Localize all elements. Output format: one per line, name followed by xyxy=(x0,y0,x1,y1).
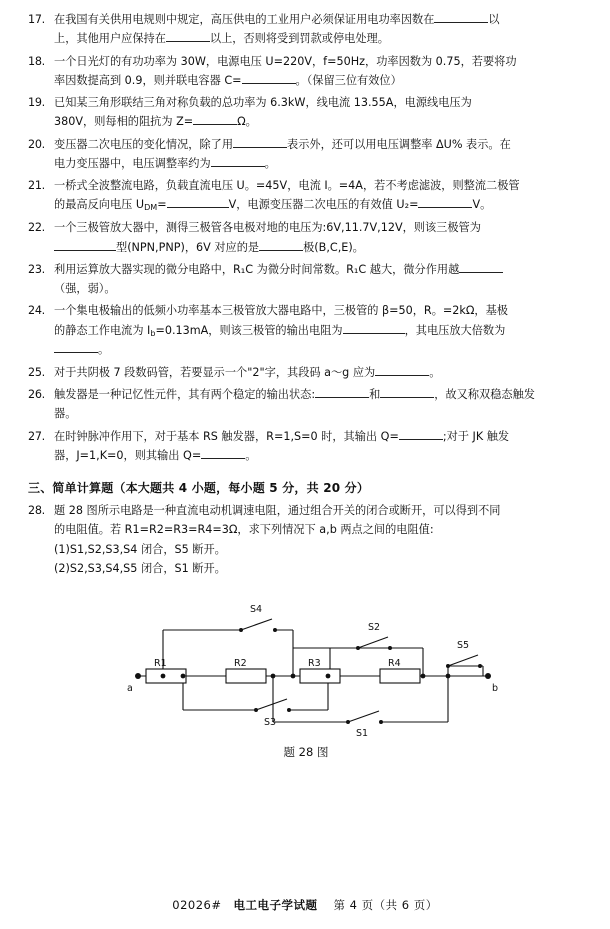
answer-blank[interactable] xyxy=(233,147,287,148)
question-text: 。 xyxy=(429,365,441,379)
figure-label-r1: R1 xyxy=(154,658,167,670)
question-number: 24. xyxy=(28,304,45,318)
question-text: 型(NPN,PNP)，6V 对应的是 xyxy=(116,240,260,254)
question-text-line2: 的电阻值。若 R1=R2=R3=R4=3Ω，求下列情况下 a,b 两点之间的电阻值: xyxy=(54,523,434,537)
answer-blank[interactable] xyxy=(54,352,98,353)
answer-blank[interactable] xyxy=(166,41,210,42)
answer-blank[interactable] xyxy=(380,397,434,398)
subscript: b xyxy=(150,328,156,338)
question-item-23 xyxy=(28,260,584,299)
question-number: 28. xyxy=(28,504,45,518)
question-text: 。 xyxy=(245,448,257,462)
figure-label-s1: S1 xyxy=(356,728,369,739)
question-text: 在我国有关供用电规则中规定，高压供电的工业用户必须保证用电功率因数在 xyxy=(54,13,435,26)
question-subitem-2: (2)S2,S3,S4,S5 闭合，S1 断开。 xyxy=(54,561,226,575)
answer-blank[interactable] xyxy=(201,458,245,459)
question-number: 19. xyxy=(28,96,45,110)
question-item-25 xyxy=(28,363,584,382)
question-text: 的最高反向电压 U xyxy=(54,198,145,212)
question-text: 器，J=1,K=0，则其输出 Q= xyxy=(54,448,202,462)
answer-blank[interactable] xyxy=(375,375,429,376)
page-footer xyxy=(0,897,610,913)
exam-code: 02026# xyxy=(172,898,222,912)
question-number: 20. xyxy=(28,137,45,151)
page-content xyxy=(28,10,584,760)
question-text: 利用运算放大器实现的微分电路中，R₁C 为微分时间常数。R₁C 越大，微分作用越 xyxy=(54,262,460,276)
question-item-21 xyxy=(28,176,584,215)
question-body xyxy=(54,427,584,466)
question-text: 变压器二次电压的变化情况，除了用 xyxy=(54,137,234,151)
question-body xyxy=(54,93,584,132)
subscript: DM xyxy=(144,203,158,213)
question-number: 27. xyxy=(28,429,45,443)
figure-label-r4: R4 xyxy=(388,658,401,670)
figure-label-s4: S4 xyxy=(250,604,263,616)
question-number: 23. xyxy=(28,262,45,276)
answer-blank[interactable] xyxy=(54,250,116,251)
question-body xyxy=(54,10,584,49)
question-number: 18. xyxy=(28,54,45,68)
figure-node-a: a xyxy=(127,683,133,695)
section-heading: 三、简单计算题（本大题共 4 小题，每小题 5 分，共 20 分） xyxy=(28,481,370,496)
question-text: 和 xyxy=(369,388,381,401)
circuit-figure xyxy=(28,588,584,760)
question-text: V，电源变压器二次电压的有效值 U₂= xyxy=(228,198,419,212)
figure-label-r3: R3 xyxy=(308,658,321,670)
question-text: ，其电压放大倍数为 xyxy=(404,323,506,337)
question-body xyxy=(54,501,584,578)
answer-blank[interactable] xyxy=(315,397,369,398)
question-item-18 xyxy=(28,52,584,91)
question-item-28 xyxy=(28,501,584,578)
question-text: 电力变压器中，电压调整率约为 xyxy=(54,156,211,170)
question-text: 率因数提高到 0.9，则并联电容器 C= xyxy=(54,73,242,87)
answer-blank[interactable] xyxy=(211,166,265,167)
figure-node-b: b xyxy=(492,683,499,695)
question-number: 21. xyxy=(28,179,45,193)
page-number: 第 4 页（共 6 页） xyxy=(333,898,438,912)
question-text: 380V，则每相的阻抗为 Z= xyxy=(54,115,194,129)
question-text: ;对于 JK 触发 xyxy=(442,429,510,443)
question-item-26 xyxy=(28,385,584,424)
question-item-24 xyxy=(28,301,584,359)
circuit-diagram-svg xyxy=(28,588,584,738)
question-text: 上，其他用户应保持在 xyxy=(54,32,166,46)
exam-title: 电工电子学试题 xyxy=(233,898,318,912)
question-text: ，故又称双稳态触发 xyxy=(434,388,535,401)
question-text: 已知某三角形联结三角对称负载的总功率为 6.3kW，线电流 13.55A，电源线电压为 xyxy=(54,96,472,110)
answer-blank[interactable] xyxy=(193,124,237,125)
question-number: 25. xyxy=(28,365,45,379)
question-text: =0.13mA，则该三极管的输出电阻为 xyxy=(155,323,343,337)
question-item-20 xyxy=(28,135,584,174)
question-text: Ω。 xyxy=(237,115,257,129)
question-text: 极(B,C,E)。 xyxy=(303,240,364,254)
question-body xyxy=(54,52,584,91)
question-text: V。 xyxy=(472,198,492,212)
answer-blank[interactable] xyxy=(242,83,296,84)
question-text: 。 xyxy=(264,156,276,170)
question-text: 。（保留三位有效位） xyxy=(295,73,402,87)
question-text: 的静态工作电流为 I xyxy=(54,323,151,337)
question-body xyxy=(54,135,584,174)
figure-caption: 题 28 图 xyxy=(283,745,329,760)
question-number: 22. xyxy=(28,221,45,235)
question-text: 一个集电极输出的低频小功率基本三极管放大器电路中，三极管的 β=50，R。=2kΩ，基极 xyxy=(54,304,508,318)
answer-blank[interactable] xyxy=(434,22,488,23)
question-item-27 xyxy=(28,427,584,466)
question-body xyxy=(54,301,584,359)
answer-blank[interactable] xyxy=(259,250,303,251)
question-body xyxy=(54,260,584,299)
figure-label-s2: S2 xyxy=(368,622,381,634)
question-text: 以上，否则将受到罚款或停电处理。 xyxy=(209,32,389,46)
question-text: 以 xyxy=(488,13,500,26)
question-body xyxy=(54,363,584,382)
question-body xyxy=(54,176,584,215)
question-text: 一个三极管放大器中，测得三极管各电极对地的电压为:6V,11.7V,12V，则该三极管为 xyxy=(54,221,481,235)
question-text: 一个日光灯的有功功率为 30W，电源电压 U=220V，f=50Hz，功率因数为 0.75，若要将功 xyxy=(54,54,517,68)
question-text: 在时钟脉冲作用下，对于基本 RS 触发器，R=1,S=0 时，其输出 Q= xyxy=(54,429,399,443)
answer-blank[interactable] xyxy=(459,272,503,273)
question-text: 一桥式全波整流电路，负载直流电压 U。=45V，电流 I。=4A，若不考虑滤波，则整流二极管 xyxy=(54,179,520,193)
question-number: 26. xyxy=(28,388,45,401)
question-item-19 xyxy=(28,93,584,132)
figure-label-s5: S5 xyxy=(457,640,470,652)
answer-blank[interactable] xyxy=(343,333,405,334)
question-body xyxy=(54,385,584,424)
figure-label-r2: R2 xyxy=(234,658,247,670)
question-text: 器。 xyxy=(54,407,77,421)
figure-label-s3: S3 xyxy=(264,717,277,729)
question-text: 。 xyxy=(98,343,110,357)
question-text: （强，弱）。 xyxy=(54,282,116,296)
question-text: 触发器是一种记忆性元件，其有两个稳定的输出状态: xyxy=(54,388,316,401)
question-item-17 xyxy=(28,10,584,49)
question-body xyxy=(54,218,584,257)
question-item-22 xyxy=(28,218,584,257)
question-subitem-1: (1)S1,S2,S3,S4 闭合，S5 断开。 xyxy=(54,542,226,556)
question-text: 表示外，还可以用电压调整率 ΔU% 表示。在 xyxy=(287,137,511,151)
question-number: 17. xyxy=(28,13,45,26)
question-text: = xyxy=(157,198,167,212)
question-text-line1: 题 28 图所示电路是一种直流电动机调速电阻，通过组合开关的闭合或断开，可以得到不同 xyxy=(54,504,501,518)
answer-blank[interactable] xyxy=(399,439,443,440)
question-text: 对于共阴极 7 段数码管，若要显示一个"2"字，其段码 a～g 应为 xyxy=(54,365,376,379)
answer-blank[interactable] xyxy=(418,207,472,208)
answer-blank[interactable] xyxy=(167,207,229,208)
